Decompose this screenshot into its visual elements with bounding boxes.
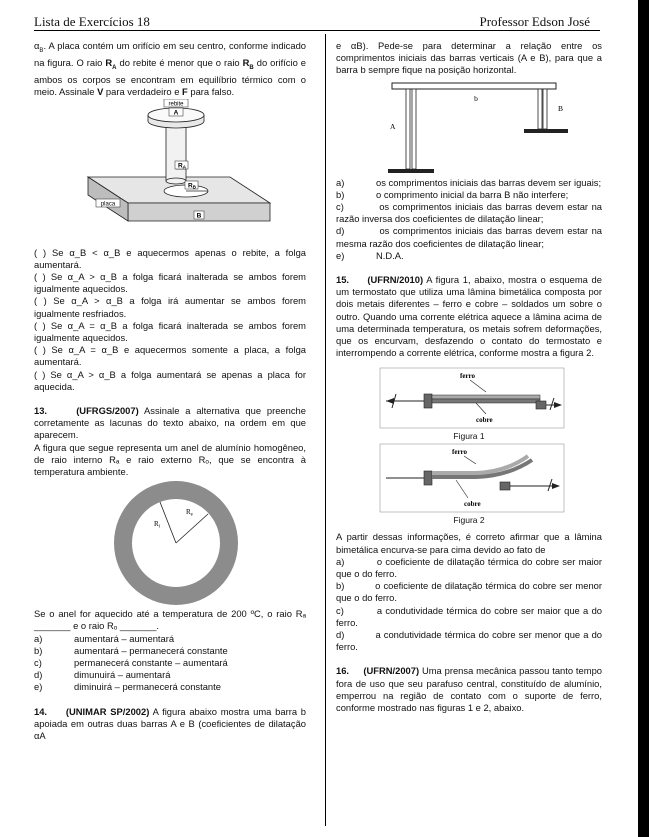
q15-option-b: b) o coeficiente de dilatação térmica do cobre ser menor que o do ferro. — [336, 580, 602, 604]
q12-item-3: ( ) Se α_A > α_B a folga irá aumentar se ambos forem igualmente resfriados. — [34, 295, 306, 319]
q14-statement-cont: e αB). Pede-se para determinar a relação entre os comprimentos iniciais das barras verticais (A e B), para que a barra b sempre fique na posição horizontal. — [336, 40, 602, 76]
bar-b-label: b — [474, 93, 478, 103]
q12-item-1: ( ) Se α_B < α_B e aquecermos apenas o rebite, a folga aumentará. — [34, 246, 306, 270]
left-column — [34, 40, 306, 742]
q12-item-2: ( ) Se α_A > α_B a folga ficará inalterada se ambos forem igualmente aquecidos. — [34, 270, 306, 295]
q14-option-d: d) os comprimentos iniciais das barras devem estar na mesma razão dos coeficientes de dilatação linear; — [336, 225, 603, 249]
q13-option-c: c) permanecerá constante – aumentará — [34, 657, 228, 669]
rivet-a-label: A — [173, 109, 179, 117]
thermostat-figure-1 — [336, 364, 602, 442]
right-column — [336, 40, 602, 714]
q13-option-e: e) diminuirá – permanecerá constante — [34, 681, 221, 693]
q15-option-a: a) o coeficiente de dilatação térmica do cobre ser maior que o do ferro. — [336, 555, 603, 580]
q14-option-c: c) os comprimentos iniciais das barras devem estar na razão inversa dos coeficientes de dilatação linear; — [336, 201, 603, 225]
q16-statement: 16. (UFRN/2007) Uma prensa mecânica passou tanto tempo fora de uso que seu parafuso central, constituído de alumínio, emperrou na região de contato com o suporte de ferro, conforme mostrado nas figuras 1 e 2, abaixo. — [336, 665, 602, 714]
q12-item-6: ( ) Se α_A > α_B a folga aumentará se apenas a placa for aquecida. — [34, 368, 306, 392]
page-edge-bar — [638, 0, 649, 837]
q13-option-a: a) aumentará – aumentará — [34, 632, 175, 644]
figure-2-caption: Figura 2 — [453, 515, 485, 526]
bar-bb-label: B — [558, 103, 564, 113]
q13-question: Se o anel for aquecido até a temperatura de 200 ºC, o raio Rₐ _______ e o raio Rₒ _______. — [34, 608, 306, 632]
header-teacher: Professor Edson José — [479, 14, 590, 29]
ri-label: $R_i$ — [154, 520, 161, 530]
q13-statement: 13. (UFRGS/2007) Assinale a alternativa que preenche corretamente as lacunas do texto abaixo, na ordem em que aparecem. — [34, 405, 306, 441]
q14-option-e: e) N.D.A. — [336, 249, 404, 261]
re-label: $R_e$ — [186, 508, 193, 518]
q13-option-b: b) aumentará – permanecerá constante — [34, 644, 228, 656]
bar-a-label: A — [390, 121, 396, 131]
q15-after: A partir dessas informações, é correto afirmar que a lâmina bimetálica encurva-se para cima devido ao fato de — [336, 531, 602, 555]
ra-label: RA — [178, 162, 186, 170]
ring-figure — [34, 478, 306, 608]
fig2-ferro-label: ferro — [452, 448, 468, 457]
q15-option-d: d) a condutividade térmica do cobre ser menor que a do ferro. — [336, 629, 603, 653]
fig1-ferro-label: ferro — [460, 372, 476, 381]
placa-label: placa — [100, 201, 116, 208]
rb-label: RB — [188, 182, 196, 190]
q12-item-5: ( ) Se α_A = α_B e aquecermos somente a placa, a folga aumentará. — [34, 344, 306, 368]
q14-statement: 14. (UNIMAR SP/2002) A figura abaixo mostra uma barra b apoiada em outras duas barras A e B (coeficientes de dilatação αA — [34, 705, 307, 742]
q12-intro: $\alpha_B$. A placa contém um orifício em seu centro, conforme indicado na figura. O raio $R_A$ do rebite é menor que o raio $R_B$ do orifício e ambos os corpos se encontram em equilíbrio térmico com o meio. Assinale V para verdadeiro e F para falso. — [34, 40, 306, 98]
header-rule — [34, 30, 600, 31]
rivet-plate-figure — [34, 99, 306, 247]
figure-1-caption: Figura 1 — [453, 431, 485, 442]
q14-option-b: b) o comprimento inicial da barra B não interfere; — [336, 188, 569, 200]
q13-statement-2: A figura que segue representa um anel de alumínio homogêneo, de raio interno Rₐ e raio externo Rₒ, que se encontra à temperatura ambiente. — [34, 441, 306, 478]
column-divider — [325, 34, 326, 826]
q15-option-c: c) a condutividade térmica do cobre ser maior que a do ferro. — [336, 604, 602, 628]
q13-option-d: d) dimunuirá – aumentará — [34, 669, 171, 681]
header-list-title: Lista de Exercícios 18 — [34, 14, 150, 29]
fig2-cobre-label: cobre — [464, 500, 481, 509]
q12-item-4: ( ) Se α_A = α_B a folga ficará inalterada se ambos forem igualmente aquecidos. — [34, 319, 306, 343]
thermostat-figure-2 — [336, 442, 602, 526]
rebite-label: rebite — [168, 101, 184, 108]
bars-figure — [336, 77, 602, 177]
q15-statement: 15. (UFRN/2010) A figura 1, abaixo, mostra o esquema de um termostato que utiliza uma lâmina bimetálica composta por dois metais diferentes – ferro e cobre – soldados um sobre o outro. Quando uma corrente elétrica aquece a lâmina acima de uma determinada temperatura, os metais sofrem deformações, que os encurvam, desfazendo o contato do termostato e interrompendo a corrente elétrica, conforme mostra a figura 2. — [336, 274, 602, 359]
q14-option-a: a) os comprimentos iniciais das barras devem ser iguais; — [336, 176, 602, 188]
fig1-cobre-label: cobre — [476, 416, 493, 425]
plate-b-label: B — [196, 212, 202, 220]
